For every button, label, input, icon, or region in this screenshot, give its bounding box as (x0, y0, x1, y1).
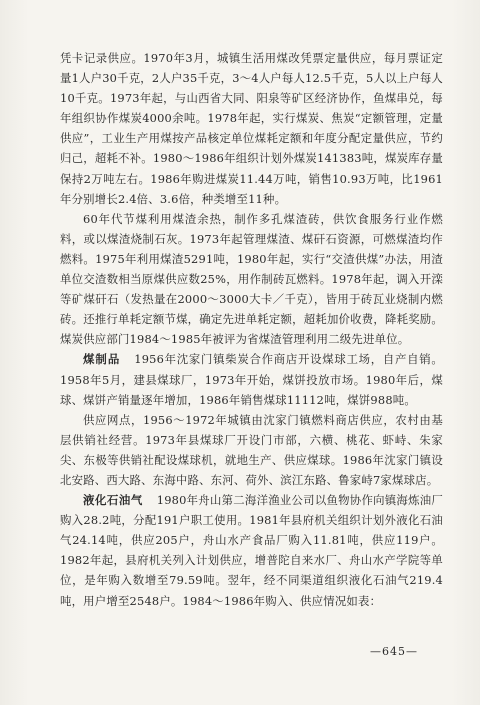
paragraph-coal-slag (60, 209, 443, 350)
paragraph-text: 60年代节煤利用煤渣余热，制作多孔煤渣砖，供饮食服务行业作燃料，或以煤渣烧制石灰。1973年起管理煤渣、煤矸石资源，可燃煤渣均作燃料。1975年利用煤渣5291吨，1980年起，实行“交渣供煤”办法，用渣单位交渣数相当原煤供应数25%，用作制砖瓦燃料。1978年起，调入开滦等矿煤矸石（发热量在2000～3000大卡／千克），皆用于砖瓦业烧制内燃砖。还推行单耗定额节煤，确定先进单耗定额，超耗加价收费，降耗奖励。煤炭供应部门1984～1985年被评为省煤渣管理利用二级先进单位。 (60, 211, 443, 347)
paragraph-text: 1980年舟山第二海洋渔业公司以鱼物协作向镇海炼油厂购入28.2吨，分配191户职工使用。1981年县府机关组织计划外液化石油气24.14吨，供应205户，舟山水产食品厂购入11.81吨，供应119户。1982年起，县府机关列入计划供应，增普陀自来水厂、舟山水产学院等单位，是年购入数增至79.59吨。翌年，经不同渠道组织液化石油气219.4吨，用户增至2548户。1984～1986年购入、供应情况如表： (60, 493, 443, 608)
paragraph-text: 供应网点，1956～1972年城镇由沈家门镇燃料商店供应，农村由基层供销社经营。1973年县煤球厂开设门市部，六横、桃花、虾峙、朱家尖、东极等供销社配设煤球机，就地生产、供应煤球。1986年沈家门镇设北安路、西大路、东海中路、东河、荷外、滨江东路、鲁家峙7家煤球店。 (60, 412, 443, 487)
section-heading: 煤制品 (83, 352, 121, 367)
paragraph-coal-products (60, 349, 443, 409)
body-text (60, 48, 443, 611)
paragraph-coal-supply (60, 48, 443, 209)
paragraph-lpg (60, 490, 443, 611)
page-number: —645— (370, 645, 418, 658)
paragraph-supply-outlets (60, 410, 443, 490)
paragraph-text: 1956年沈家门镇柴炭合作商店开设煤球工场，自产自销。1958年5月，建县煤球厂，1973年开始，煤饼投放市场。1980年后，煤球、煤饼产销量逐年增加，1986年销售煤球11112吨，煤饼988吨。 (60, 352, 443, 407)
section-heading: 液化石油气 (83, 493, 143, 508)
paragraph-text: 凭卡记录供应。1970年3月，城镇生活用煤改凭票定量供应，每月票证定量1人户30千克，2人户35千克，3～4人户每人12.5千克，5人以上户每人10千克。1973年起，与山西省大同、阳泉等矿区经济协作，鱼煤串兑，每年组织协作煤炭4000余吨。1978年起，实行煤炭、焦炭“定额管理，定量供应”，工业生产用煤按产品核定单位煤耗定额和年度分配定量供应，节约归己，超耗不补。1980～1986年组织计划外煤炭141383吨，煤炭库存量保持2万吨左右。1986年购进煤炭11.44万吨，销售10.93万吨，比1961年分别增长2.4倍、3.6倍，种类增至11种。 (60, 51, 443, 206)
